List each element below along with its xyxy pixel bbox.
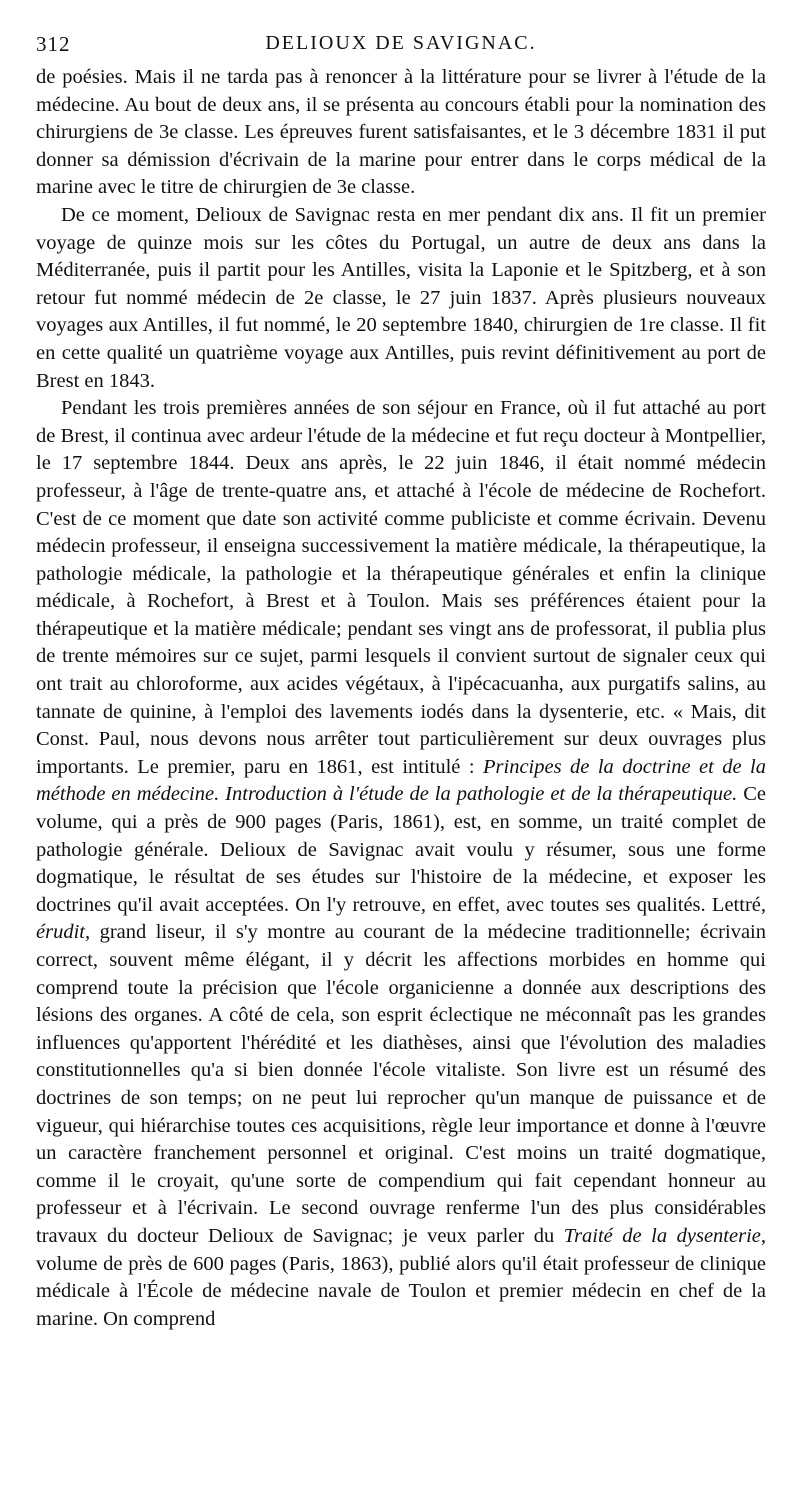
paragraph-2: De ce moment, Delioux de Savignac resta en mer pendant dix ans. Il fit un premier voyage de quinze mois sur les côtes du Portugal, un autre de deux ans dans la Méditerranée, puis il partit pour les Antilles, visita la Laponie et le Spitzberg, et à son retour fut nommé médecin de 2e classe, le 27 juin 1837. Après plusieurs nouveaux voyages aux Antilles, il fut nommé, le 20 septembre 1840, chirurgien de 1re classe. Il fit en cette qualité un quatrième voyage aux Antilles, puis revint définitivement au port de Brest en 1843.	[36, 203, 766, 392]
page-number: 312	[36, 32, 71, 56]
work-title-dysenterie: Traité de la dysenterie,	[563, 1224, 766, 1247]
paragraph-3-text-before: Pendant les trois premières années de son séjour en France, où il fut attaché au port de Brest, il continua avec ardeur l'étude de la médecine et fut reçu docteur à Montpellier, le 17 septembre 1844. Deux ans après, le 22 juin 1846, il était nommé médecin professeur, à l'âge de trente-quatre ans, et attaché à l'école de médecine de Rochefort. C'est de ce moment que date son activité comme publiciste et comme écrivain. Devenu médecin professeur, il enseigna successivement la matière médicale, la thérapeutique, la pathologie médicale, la pathologie et la thérapeutique générales et enfin la clinique médicale, à Rochefort, à Brest et à Toulon. Mais ses préférences étaient pour la thérapeutique et la matière médicale; pendant ses vingt ans de professorat, il publia plus de trente mémoires sur ce sujet, parmi lesquels il convient surtout de signaler ceux qui ont trait au chloroforme, aux acides végétaux, à l'ipécacuanha, aux purgatifs salins, au tannate de quinine, à l'emploi des lavements iodés dans la dysenterie, etc. « Mais, dit Const. Paul, nous devons nous arrêter tout particulièrement sur deux ouvrages plus importants. Le premier, paru en 1861, est intitulé :	[36, 397, 766, 778]
page-header	[36, 30, 766, 64]
running-head: DELIOUX DE SAVIGNAC.	[265, 32, 537, 54]
paragraph-1: de poésies. Mais il ne tarda pas à renoncer à la littérature pour se livrer à l'étude de la médecine. Au bout de deux ans, il se présenta au concours établi pour la nomination des chirurgiens de 3e classe. Les épreuves furent satisfaisantes, et le 3 décembre 1831 il put donner sa démission d'écrivain de la marine pour entrer dans le corps médical de la marine avec le titre de chirurgien de 3e classe.	[36, 66, 766, 199]
word-erudit: érudit,	[36, 921, 91, 944]
paragraph-3-text-middle: Ce volume, qui a près de 900 pages (Paris, 1861), est, en somme, un traité complet de pathologie générale. Delioux de Savignac avait voulu y résumer, sous une forme dogmatique, le résultat de ses études sur l'histoire de la médecine, et exposer les doctrines qu'il avait acceptées. On l'y retrouve, en effet, avec toutes ses qualités. Lettré,	[36, 783, 766, 916]
book-page	[36, 30, 766, 1333]
paragraph-3-text-end: volume de près de 600 pages (Paris, 1863), publié alors qu'il était professeur de clinique médicale à l'École de médecine navale de Toulon et premier médecin en chef de la marine. On comprend	[36, 1252, 766, 1330]
paragraph-3-text-after-erudit: grand liseur, il s'y montre au courant de la médecine traditionnelle; écrivain correct, souvent même élégant, il y décrit les affections morbides en homme qui comprend toute la précision que l'école organicienne a donnée aux descriptions des lésions des organes. A côté de cela, son esprit éclectique ne méconnaît pas les grandes influences qu'apportent l'hérédité et les diathèses, ainsi que l'évolution des maladies constitutionnelles qu'a si bien donnée l'école vitaliste. Son livre est un résumé des doctrines de son temps; on ne peut lui reprocher qu'un manque de puissance et de vigueur, qui hiérarchise toutes ces acquisitions, règle leur importance et donne à l'œuvre un caractère franchement personnel et original. C'est moins un traité dogmatique, comme il le croyait, qu'une sorte de compendium qui fait cependant honneur au professeur et à l'écrivain. Le second ouvrage renferme l'un des plus considérables travaux du docteur Delioux de Savignac; je veux parler du	[36, 921, 766, 1247]
body-text	[36, 64, 766, 1333]
paragraph-3	[36, 395, 766, 1333]
work-title-principes: Principes de la doctrine et de la méthode en médecine. Introduction à l'étude de la pathologie et de la thérapeutique.	[36, 755, 766, 806]
